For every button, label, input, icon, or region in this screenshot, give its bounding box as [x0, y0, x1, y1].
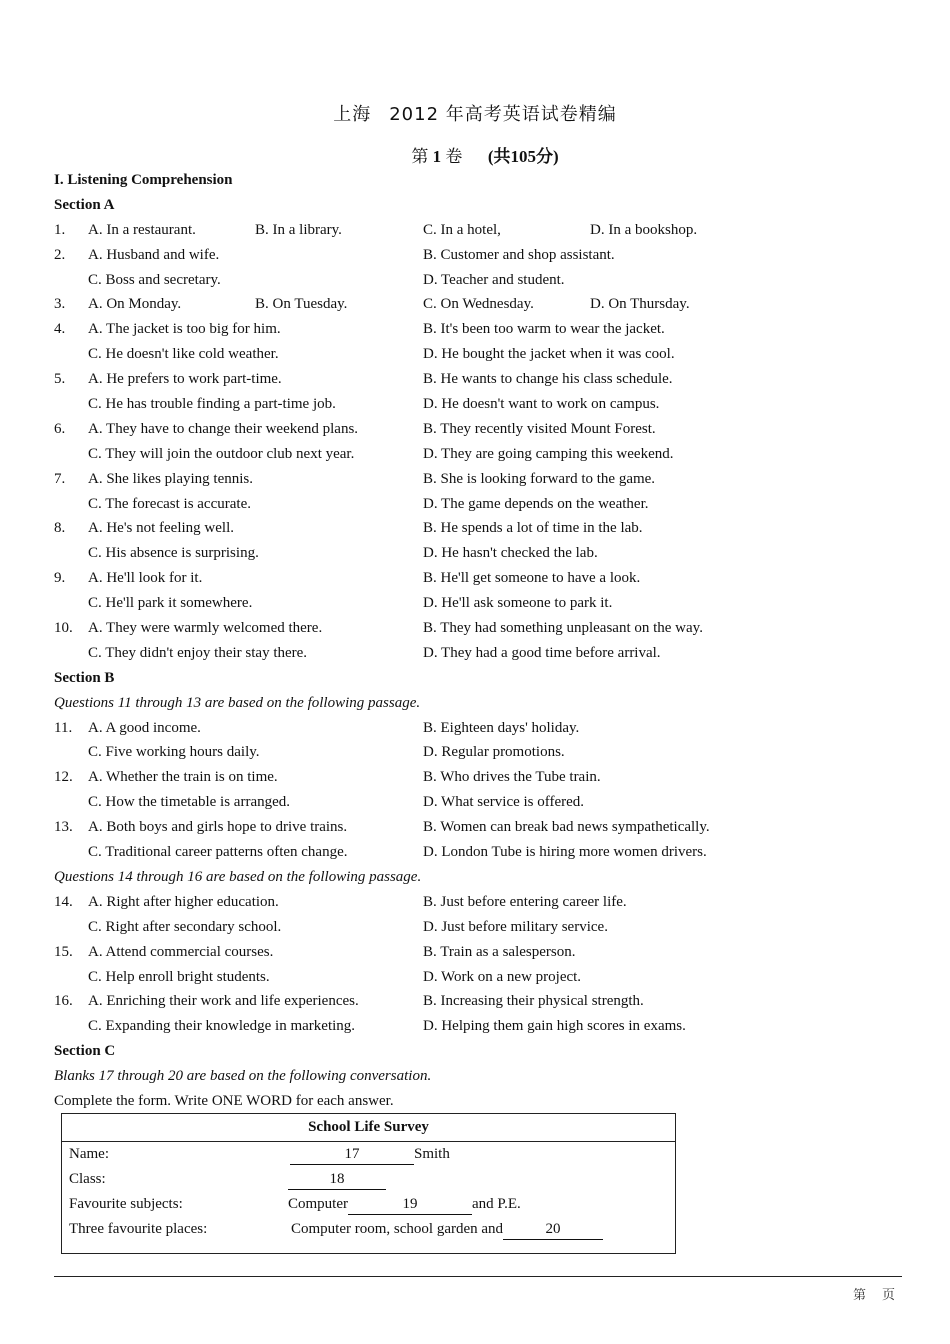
option-d: D. Work on a new project.: [423, 968, 582, 985]
blank-18[interactable]: 18: [288, 1170, 386, 1190]
question-number: 11.: [54, 719, 73, 736]
title-region: 上海: [333, 104, 372, 125]
subjects-prefix: Computer: [288, 1196, 348, 1212]
question-row: [54, 317, 914, 342]
question-row-cont: [54, 1014, 914, 1039]
passage-note: Questions 14 through 16 are based on the following passage.: [54, 868, 422, 885]
option-b: B. Train as a salesperson.: [423, 943, 576, 960]
option-d: D. What service is offered.: [423, 794, 585, 811]
section-c-title: Section C: [54, 1043, 116, 1060]
question-row-cont: [54, 641, 914, 666]
question-list: [54, 168, 914, 1114]
question-row: [54, 716, 914, 741]
subtitle-part1: 第: [411, 147, 429, 166]
option-b: B. He spends a lot of time in the lab.: [423, 520, 643, 537]
option-d: D. Teacher and student.: [423, 271, 565, 288]
option-c: C. He'll park it somewhere.: [88, 595, 253, 612]
option-b: B. Women can break bad news sympathetically.: [423, 819, 710, 836]
option-b: B. They recently visited Mount Forest.: [423, 420, 656, 437]
option-c: C. Right after secondary school.: [88, 918, 282, 935]
subtitle-score: 105: [510, 147, 536, 166]
option-c: C. They didn't enjoy their stay there.: [88, 644, 308, 661]
question-number: 12.: [54, 769, 73, 786]
option-c: C. Expanding their knowledge in marketing.: [88, 1018, 356, 1035]
option-d: D. He'll ask someone to park it.: [423, 595, 613, 612]
question-row-cont: [54, 591, 914, 616]
blank-19[interactable]: 19: [348, 1195, 472, 1215]
option-a: A. Both boys and girls hope to drive trains.: [88, 819, 348, 836]
question-number: 14.: [54, 893, 73, 910]
option-d: D. Regular promotions.: [423, 744, 565, 761]
blank-17[interactable]: 17: [290, 1145, 414, 1165]
question-row-cont: [54, 840, 914, 865]
question-row: [54, 367, 914, 392]
option-a: A. A good income.: [88, 719, 201, 736]
question-number: 16.: [54, 993, 73, 1010]
question-number: 7.: [54, 470, 66, 487]
option-b: B. Just before entering career life.: [423, 893, 627, 910]
subtitle-part2: 卷: [445, 147, 463, 166]
option-b: B. Who drives the Tube train.: [423, 769, 601, 786]
question-row-cont: [54, 268, 914, 293]
option-c: C. They will join the outdoor club next year.: [88, 445, 355, 462]
question-number: 1.: [54, 221, 66, 238]
option-a: A. In a restaurant.: [88, 221, 196, 238]
subjects-suffix: and P.E.: [472, 1196, 521, 1212]
option-b: B. They had something unpleasant on the way.: [423, 620, 703, 637]
question-row: [54, 890, 914, 915]
option-d: D. They had a good time before arrival.: [423, 644, 661, 661]
option-b: B. It's been too warm to wear the jacket.: [423, 321, 665, 338]
option-b: B. He'll get someone to have a look.: [423, 570, 641, 587]
option-c: C. Five working hours daily.: [88, 744, 260, 761]
volume-subtitle: [0, 142, 950, 166]
question-number: 15.: [54, 943, 73, 960]
survey-row-places: [62, 1217, 675, 1242]
form-instruction: Complete the form. Write ONE WORD for each answer.: [54, 1092, 394, 1109]
question-row: [54, 616, 914, 641]
section-a-title: Section A: [54, 196, 115, 213]
option-c: C. His absence is surprising.: [88, 545, 259, 562]
question-row: [54, 292, 914, 317]
question-row-cont: [54, 392, 914, 417]
subtitle-num: 1: [432, 147, 442, 166]
subtitle-part3: (共: [487, 147, 511, 166]
subtitle-part4: 分): [536, 147, 559, 166]
option-d: D. They are going camping this weekend.: [423, 445, 674, 462]
places-prefix: Computer room, school garden and: [291, 1221, 504, 1237]
option-b: B. She is looking forward to the game.: [423, 470, 656, 487]
option-c: C. On Wednesday.: [423, 296, 534, 313]
option-b: B. Customer and shop assistant.: [423, 246, 615, 263]
option-d: D. London Tube is hiring more women drivers.: [423, 844, 707, 861]
question-row-cont: [54, 442, 914, 467]
option-d: D. Helping them gain high scores in exams.: [423, 1018, 686, 1035]
option-b: B. Eighteen days' holiday.: [423, 719, 580, 736]
option-a: A. Attend commercial courses.: [88, 943, 274, 960]
option-b: B. Increasing their physical strength.: [423, 993, 644, 1010]
question-number: 8.: [54, 520, 66, 537]
option-a: A. He prefers to work part-time.: [88, 371, 282, 388]
question-number: 2.: [54, 246, 66, 263]
survey-title: School Life Survey: [62, 1114, 675, 1142]
blank-20[interactable]: 20: [503, 1220, 603, 1240]
question-row: [54, 940, 914, 965]
question-row: [54, 566, 914, 591]
footer-divider: [54, 1276, 902, 1277]
subjects-label: Favourite subjects:: [69, 1196, 183, 1212]
option-c: C. He doesn't like cold weather.: [88, 346, 279, 363]
option-d: D. He bought the jacket when it was cool.: [423, 346, 675, 363]
question-row: [54, 516, 914, 541]
question-row-cont: [54, 915, 914, 940]
option-a: A. They have to change their weekend plans.: [88, 420, 359, 437]
question-row-cont: [54, 740, 914, 765]
option-a: A. Husband and wife.: [88, 246, 220, 263]
option-b: B. On Tuesday.: [255, 296, 348, 313]
question-row: [54, 417, 914, 442]
option-d: D. On Thursday.: [590, 296, 690, 313]
option-b: B. In a library.: [255, 221, 342, 238]
option-c: C. Traditional career patterns often change.: [88, 844, 348, 861]
question-number: 3.: [54, 296, 66, 313]
question-row: [54, 218, 914, 243]
page-footer: [853, 1284, 895, 1303]
passage-note: Questions 11 through 13 are based on the following passage.: [54, 694, 421, 711]
question-number: 10.: [54, 620, 73, 637]
option-d: D. Just before military service.: [423, 918, 608, 935]
question-row: [54, 765, 914, 790]
option-a: A. Right after higher education.: [88, 893, 279, 910]
question-number: 5.: [54, 371, 66, 388]
name-label: Name:: [69, 1146, 109, 1162]
option-a: A. On Monday.: [88, 296, 182, 313]
option-a: A. They were warmly welcomed there.: [88, 620, 323, 637]
question-row-cont: [54, 541, 914, 566]
question-row: [54, 243, 914, 268]
option-d: D. The game depends on the weather.: [423, 495, 649, 512]
question-row: [54, 815, 914, 840]
option-c: C. In a hotel,: [423, 221, 501, 238]
option-a: A. She likes playing tennis.: [88, 470, 253, 487]
places-label: Three favourite places:: [69, 1221, 208, 1237]
question-row: [54, 467, 914, 492]
section-b-title: Section B: [54, 669, 115, 686]
survey-row-class: [62, 1167, 675, 1192]
survey-row-name: [62, 1142, 675, 1167]
option-d: D. He hasn't checked the lab.: [423, 545, 598, 562]
option-c: C. Boss and secretary.: [88, 271, 221, 288]
option-c: C. He has trouble finding a part-time job.: [88, 396, 336, 413]
option-a: A. Whether the train is on time.: [88, 769, 278, 786]
page-title: [0, 100, 950, 126]
survey-form: [61, 1113, 676, 1254]
conversation-note: Blanks 17 through 20 are based on the following conversation.: [54, 1068, 432, 1085]
question-number: 9.: [54, 570, 66, 587]
option-a: A. He's not feeling well.: [88, 520, 235, 537]
question-row-cont: [54, 965, 914, 990]
survey-row-subjects: [62, 1192, 675, 1217]
class-label: Class:: [69, 1171, 106, 1187]
page-prefix: 第: [853, 1288, 867, 1303]
option-a: A. He'll look for it.: [88, 570, 203, 587]
option-b: B. He wants to change his class schedule.: [423, 371, 673, 388]
question-row-cont: [54, 492, 914, 517]
part-title: I. Listening Comprehension: [54, 172, 233, 188]
option-d: D. He doesn't want to work on campus.: [423, 396, 660, 413]
question-row-cont: [54, 342, 914, 367]
question-number: 4.: [54, 321, 66, 338]
option-d: D. In a bookshop.: [590, 221, 698, 238]
option-a: A. The jacket is too big for him.: [88, 321, 281, 338]
option-a: A. Enriching their work and life experiences.: [88, 993, 359, 1010]
question-number: 6.: [54, 420, 66, 437]
question-row-cont: [54, 790, 914, 815]
question-row: [54, 989, 914, 1014]
question-number: 13.: [54, 819, 73, 836]
option-c: C. How the timetable is arranged.: [88, 794, 291, 811]
title-main: 2012 年高考英语试卷精编: [389, 104, 617, 125]
option-c: C. Help enroll bright students.: [88, 968, 270, 985]
option-c: C. The forecast is accurate.: [88, 495, 251, 512]
name-suffix: Smith: [414, 1146, 450, 1162]
page-suffix: 页: [882, 1288, 896, 1303]
